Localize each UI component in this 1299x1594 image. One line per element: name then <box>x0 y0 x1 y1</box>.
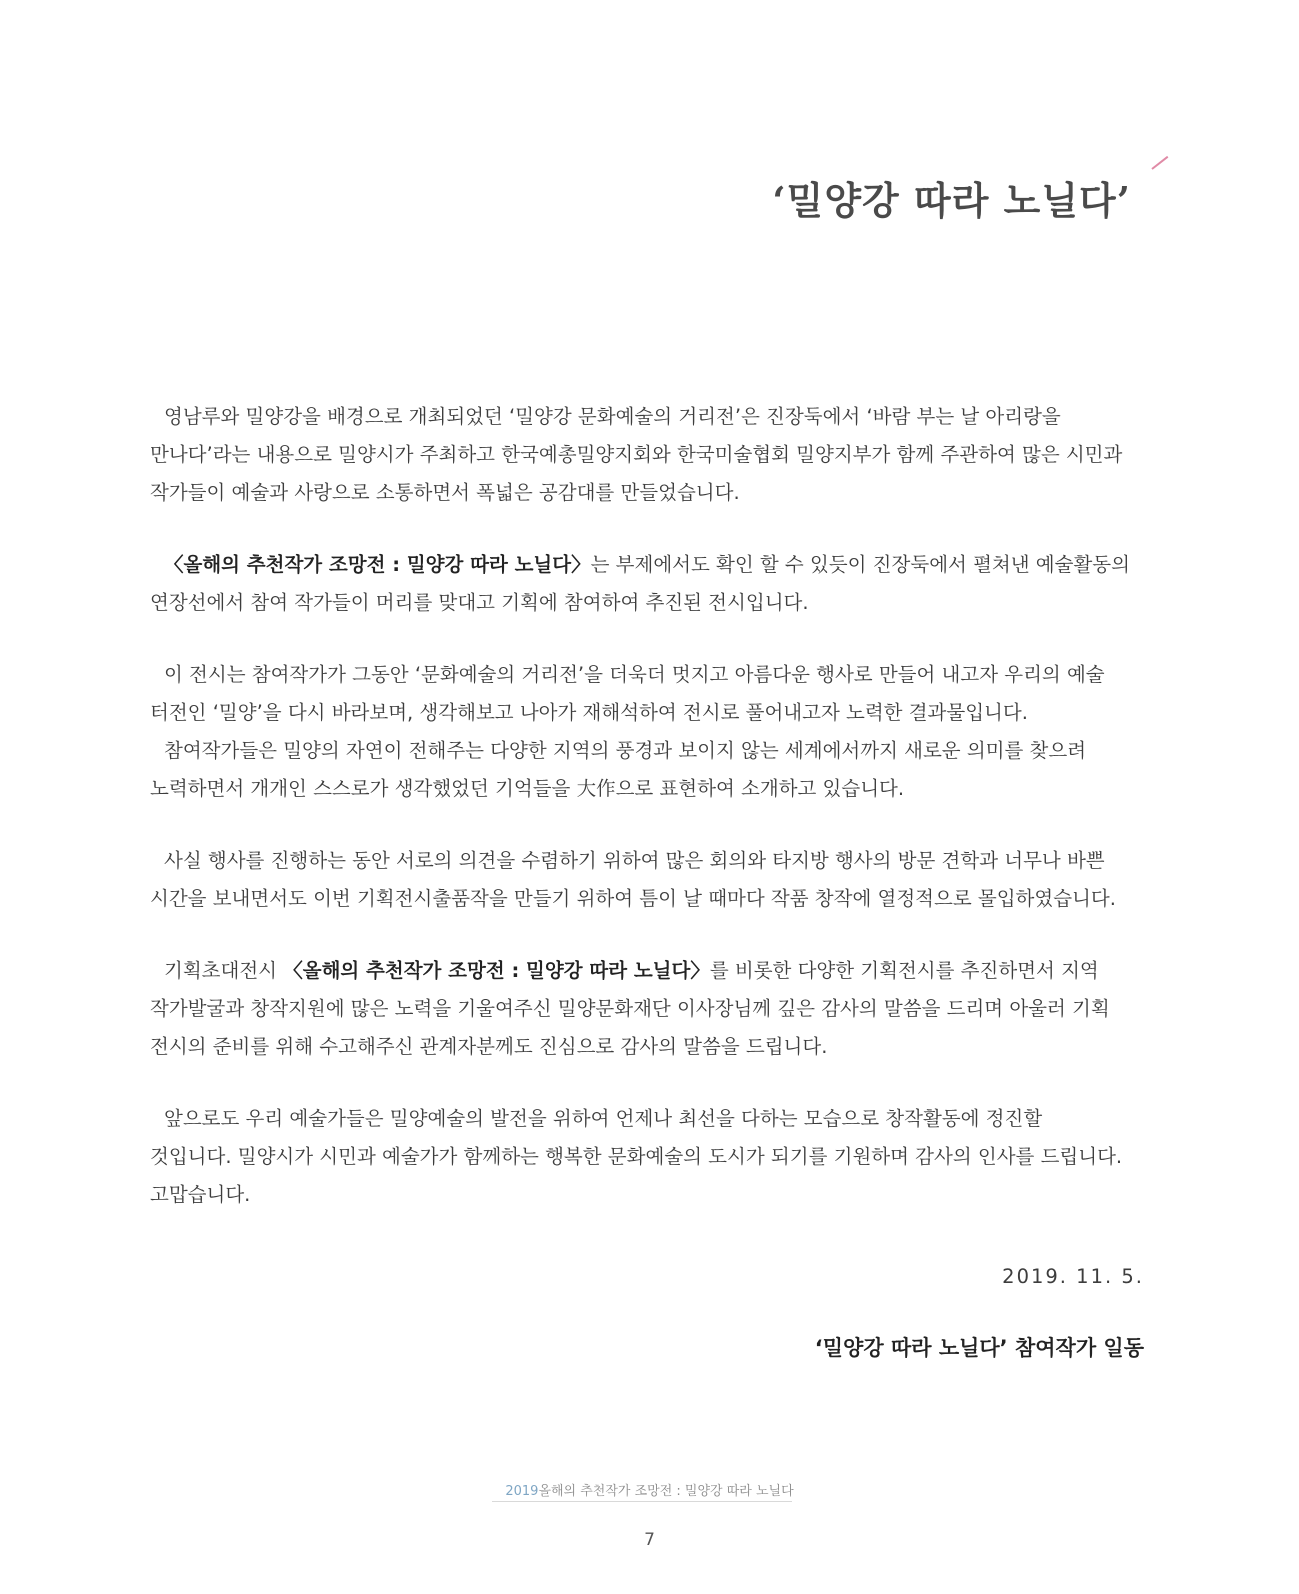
paragraph-7 <box>150 1100 1150 1214</box>
text-line: 이 전시는 참여작가가 그동안 ‘문화예술의 거리전’을 더욱더 멋지고 아름다운 행사로 만들어 내고자 우리의 예술 <box>164 663 1105 686</box>
text-line: 앞으로도 우리 예술가들은 밀양예술의 발전을 위하여 언제나 최선을 다하는 모습으로 창작활동에 정진할 <box>164 1107 1043 1130</box>
text-line: 터전인 ‘밀양’을 다시 바라보며, 생각해보고 나아가 재해석하여 전시로 풀어내고자 노력한 결과물입니다. <box>150 701 1028 724</box>
page-title: ‘밀양강 따라 노닐다’ <box>772 178 1131 223</box>
text-line: 고맙습니다. <box>150 1183 251 1206</box>
letter-date: 2019. 11. 5. <box>1002 1265 1144 1288</box>
text-line: 만나다’라는 내용으로 밀양시가 주최하고 한국예총밀양지회와 한국미술협회 밀양지부가 함께 주관하여 많은 시민과 <box>150 443 1123 466</box>
body-text <box>150 398 1150 1248</box>
text-line: 시간을 보내면서도 이번 기획전시출품작을 만들기 위하여 틈이 날 때마다 작품 창작에 열정적으로 몰입하였습니다. <box>150 887 1116 910</box>
text-line: 참여작가들은 밀양의 자연이 전해주는 다양한 지역의 풍경과 보이지 않는 세계에서까지 새로운 의미를 찾으려 <box>164 739 1087 762</box>
letter-signature: ‘밀양강 따라 노닐다’ 참여작가 일동 <box>814 1336 1144 1360</box>
text-line: 작가발굴과 창작지원에 많은 노력을 기울여주신 밀양문화재단 이사장님께 깊은 감사의 말씀을 드리며 아울러 기획 <box>150 997 1110 1020</box>
text-line: 작가들이 예술과 사랑으로 소통하면서 폭넓은 공감대를 만들었습니다. <box>150 481 740 504</box>
text-line: 노력하면서 개개인 스스로가 생각했었던 기억들을 大作으로 표현하여 소개하고 있습니다. <box>150 777 905 800</box>
paragraph-1 <box>150 398 1150 512</box>
text-fragment: 를 비롯한 다양한 기획전시를 추진하면서 지역 <box>709 959 1099 982</box>
accent-stroke-decoration <box>1151 156 1168 170</box>
text-line: 사실 행사를 진행하는 동안 서로의 의견을 수렴하기 위하여 많은 회의와 타지방 행사의 방문 견학과 너무나 바쁜 <box>164 849 1105 872</box>
exhibition-title-emphasis: 〈올해의 추천작가 조망전 : 밀양강 따라 노닐다〉 <box>283 959 710 982</box>
footer-divider <box>492 1501 792 1502</box>
paragraph-5 <box>150 842 1150 918</box>
exhibition-title-emphasis: 〈올해의 추천작가 조망전 : 밀양강 따라 노닐다〉 <box>164 553 591 576</box>
text-line: 것입니다. 밀양시가 시민과 예술가가 함께하는 행복한 문화예술의 도시가 되기를 기원하며 감사의 인사를 드립니다. <box>150 1145 1123 1168</box>
text-line: 전시의 준비를 위해 수고해주신 관계자분께도 진심으로 감사의 말씀을 드립니다. <box>150 1035 828 1058</box>
text-line <box>150 546 1150 584</box>
paragraph-6 <box>150 952 1150 1066</box>
paragraph-3 <box>150 656 1150 732</box>
text-fragment: 기획초대전시 <box>164 959 284 982</box>
text-line <box>150 952 1150 990</box>
text-fragment: 는 부제에서도 확인 할 수 있듯이 진장둑에서 펼쳐낸 예술활동의 <box>590 553 1130 576</box>
text-line: 연장선에서 참여 작가들이 머리를 맞대고 기획에 참여하여 추진된 전시입니다. <box>150 591 809 614</box>
footer-year: 2019 <box>505 1484 539 1499</box>
running-footer <box>0 1480 1299 1499</box>
paragraph-4 <box>150 732 1150 808</box>
footer-caption: 올해의 추천작가 조망전 : 밀양강 따라 노닐다 <box>538 1484 794 1499</box>
paragraph-2 <box>150 546 1150 622</box>
page-number: 7 <box>644 1530 655 1550</box>
text-line: 영남루와 밀양강을 배경으로 개최되었던 ‘밀양강 문화예술의 거리전’은 진장둑에서 ‘바람 부는 날 아리랑을 <box>164 405 1061 428</box>
